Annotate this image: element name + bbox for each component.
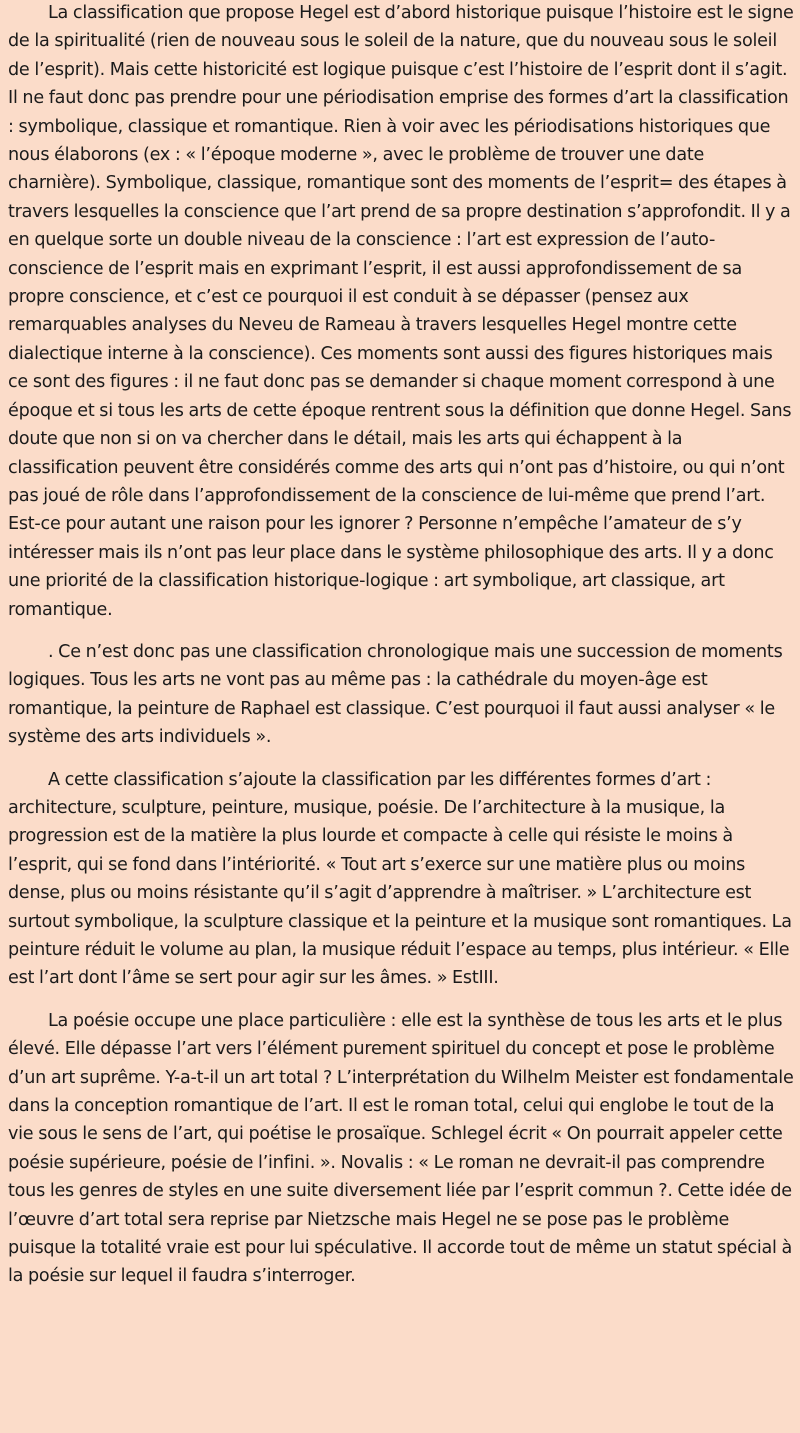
paragraph-moments-logiques: . Ce n’est donc pas une classification chronologique mais une succession de moments logiques. Tous les arts ne vont pas au même pas : la cathédrale du moyen-âge est romantique, la peinture de Raphael est classique. C’est pourquoi il faut aussi analyser « le système des arts individuels ». <box>8 641 783 748</box>
paragraph-formes-d-art: A cette classification s’ajoute la classification par les différentes formes d’art : architecture, sculpture, peinture, musique, poésie. De l’architecture à la musique, la progression est de la matière la plus lourde et compacte à celle qui résiste le moins à l’esprit, qui se fond dans l’intériorité. « Tout art s’exerce sur une matière plus ou moins dense, plus ou moins résistante qu’il s’agit d’apprendre à maîtriser. » L’architecture est surtout symbolique, la sculpture classique et la peinture et la musique sont romantiques. La peinture réduit le volume au plan, la musique réduit l’espace au temps, plus intérieur. « Elle est l’art dont l’âme se sert pour agir sur les âmes. » EstIII. <box>8 769 792 989</box>
paragraph-classification-historique: La classification que propose Hegel est d’abord historique puisque l’histoire est le signe de la spiritualité (rien de nouveau sous le soleil de la nature, que du nouveau sous le soleil de l’esprit). Mais cette historicité est logique puisque c’est l’histoire de l’esprit dont il s’agit. Il ne faut donc pas prendre pour une périodisation emprise des formes d’art la classification : symbolique, classique et romantique. Rien à voir avec les périodisations historiques que nous élaborons (ex : « l’époque moderne », avec le problème de trouver une date charnière). Symbolique, classique, romantique sont des moments de l’esprit= des étapes à travers lesquelles la conscience que l’art prend de sa propre destination s’approfondit. Il y a en quelque sorte un double niveau de la conscience : l’art est expression de l’auto-conscience de l’esprit mais en exprimant l’esprit, il est aussi approfondissement de sa propre conscience, et c’est ce pourquoi il est conduit à se dépasser (pensez aux remarquables analyses du Neveu de Rameau à travers lesquelles Hegel montre cette dialectique interne à la conscience). Ces moments sont aussi des figures historiques mais ce sont des figures : il ne faut donc pas se demander si chaque moment correspond à une époque et si tous les arts de cette époque rentrent sous la définition que donne Hegel. Sans doute que non si on va chercher dans le détail, mais les arts qui échappent à la classification peuvent être considérés comme des arts qui n’ont pas d’histoire, ou qui n’ont pas joué de rôle dans l’approfondissement de la conscience de lui-même que prend l’art. Est-ce pour autant une raison pour les ignorer ? Personne n’empêche l’amateur de s’y intéresser mais ils n’ont pas leur place dans le système philosophique des arts. Il y a donc une priorité de la classification historique-logique : art symbolique, art classique, art romantique. <box>8 3 794 620</box>
paragraph-poesie: La poésie occupe une place particulière : elle est la synthèse de tous les arts et le plus élevé. Elle dépasse l’art vers l’élément purement spirituel du concept et pose le problème d’un art suprême. Y-a-t-il un art total ? L’interprétation du Wilhelm Meister est fondamentale dans la conception romantique de l’art. Il est le roman total, celui qui englobe le tout de la vie sous le sens de l’art, qui poétise le prosaïque. Schlegel écrit « On pourrait appeler cette poésie supérieure, poésie de l’infini. ». Novalis : « Le roman ne devrait-il pas comprendre tous les genres de styles en une suite diversement liée par l’esprit commun ?. Cette idée de l’œuvre d’art total sera reprise par Nietzsche mais Hegel ne se pose pas le problème puisque la totalité vraie est pour lui spéculative. Il accorde tout de même un statut spécial à la poésie sur lequel il faudra s’interroger. <box>8 1010 794 1287</box>
